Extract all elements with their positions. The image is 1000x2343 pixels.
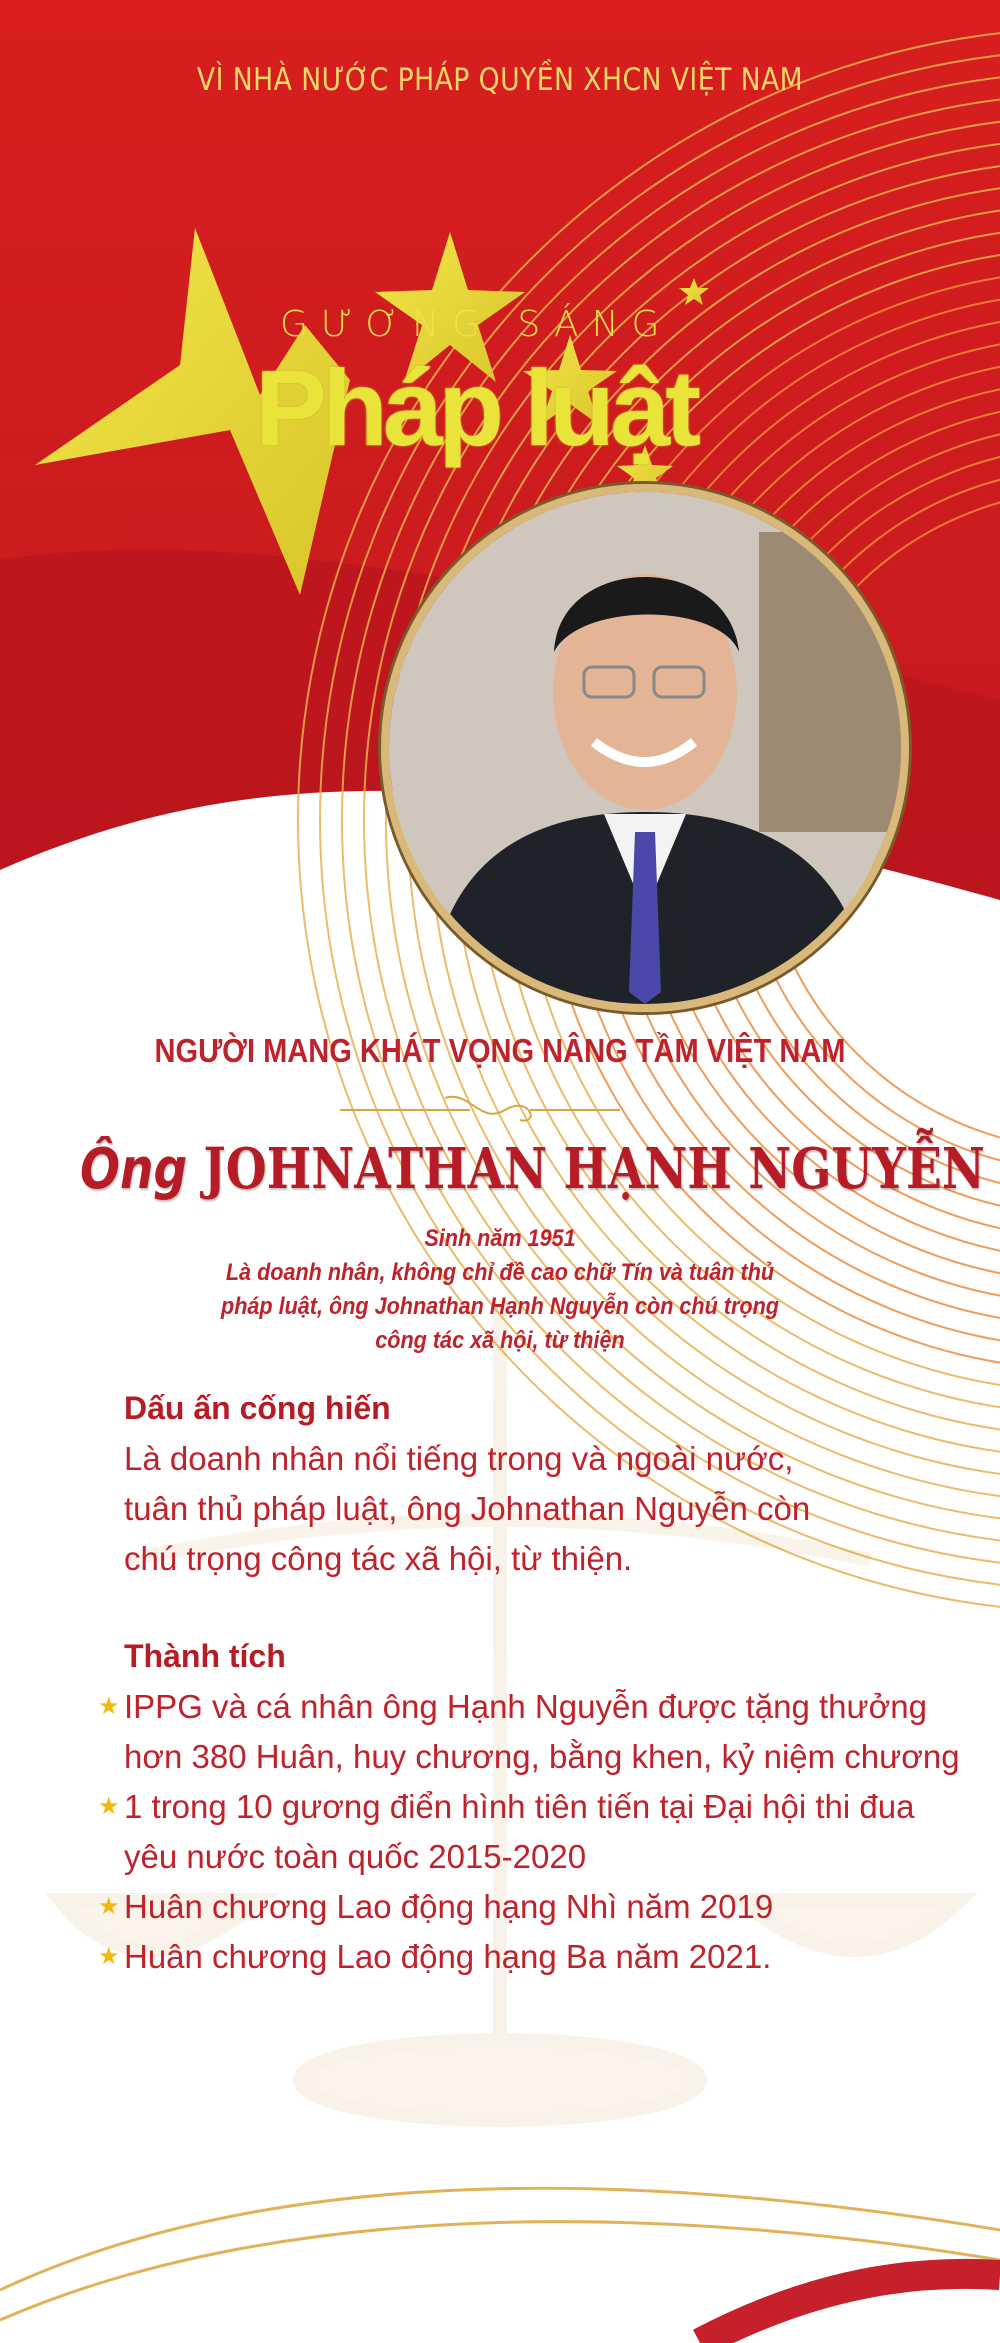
item-text: IPPG và cá nhân ông Hạnh Nguyễn được tặng thưởng hơn 380 Huân, huy chương, bằng khen, kỷ niệm chương [124, 1688, 960, 1775]
item-text: Huân chương Lao động hạng Nhì năm 2019 [124, 1888, 774, 1925]
list-item [98, 1932, 968, 1982]
person-name [80, 1136, 985, 1203]
intro-line: pháp luật, ông Johnathan Hạnh Nguyễn còn chú trọng [221, 1293, 779, 1320]
list-item [98, 1882, 968, 1932]
intro-text [50, 1222, 950, 1358]
list-item [98, 1682, 968, 1782]
top-tagline: VÌ NHÀ NƯỚC PHÁP QUYỀN XHCN VIỆT NAM [196, 62, 804, 98]
birth-year: Sinh năm 1951 [424, 1225, 576, 1252]
intro-line: Là doanh nhân, không chỉ đề cao chữ Tín và tuân thủ [225, 1259, 775, 1286]
text-line: Là doanh nhân nổi tiếng trong và ngoài nước, [124, 1440, 794, 1477]
portrait-photo [381, 484, 909, 1012]
star-icon: ★ [98, 1893, 120, 1920]
logo-subtitle: GƯƠNG SÁNG [280, 304, 673, 345]
star-icon: ★ [98, 1943, 120, 1970]
list-item [98, 1782, 968, 1882]
achievements-list [98, 1682, 968, 1982]
achievements-heading: Thành tích [124, 1638, 286, 1674]
intro-line: công tác xã hội, từ thiện [375, 1327, 625, 1354]
text-line: chú trọng công tác xã hội, từ thiện. [124, 1540, 633, 1577]
logo-title: Pháp luật [255, 347, 697, 468]
star-icon: ★ [98, 1693, 120, 1720]
contribution-heading: Dấu ấn cống hiến [124, 1390, 391, 1426]
text-line: tuân thủ pháp luật, ông Johnathan Nguyễn còn [124, 1490, 811, 1527]
honorific: Ông [80, 1137, 188, 1202]
contribution-text [124, 1434, 944, 1584]
item-text: 1 trong 10 gương điển hình tiên tiến tại Đại hội thi đua yêu nước toàn quốc 2015-2020 [124, 1788, 915, 1875]
slogan: NGƯỜI MANG KHÁT VỌNG NÂNG TẦM VIỆT NAM [154, 1032, 846, 1069]
full-name: JOHNATHAN HẠNH NGUYỄN [203, 1136, 985, 1202]
item-text: Huân chương Lao động hạng Ba năm 2021. [124, 1938, 772, 1975]
star-icon: ★ [98, 1793, 120, 1820]
